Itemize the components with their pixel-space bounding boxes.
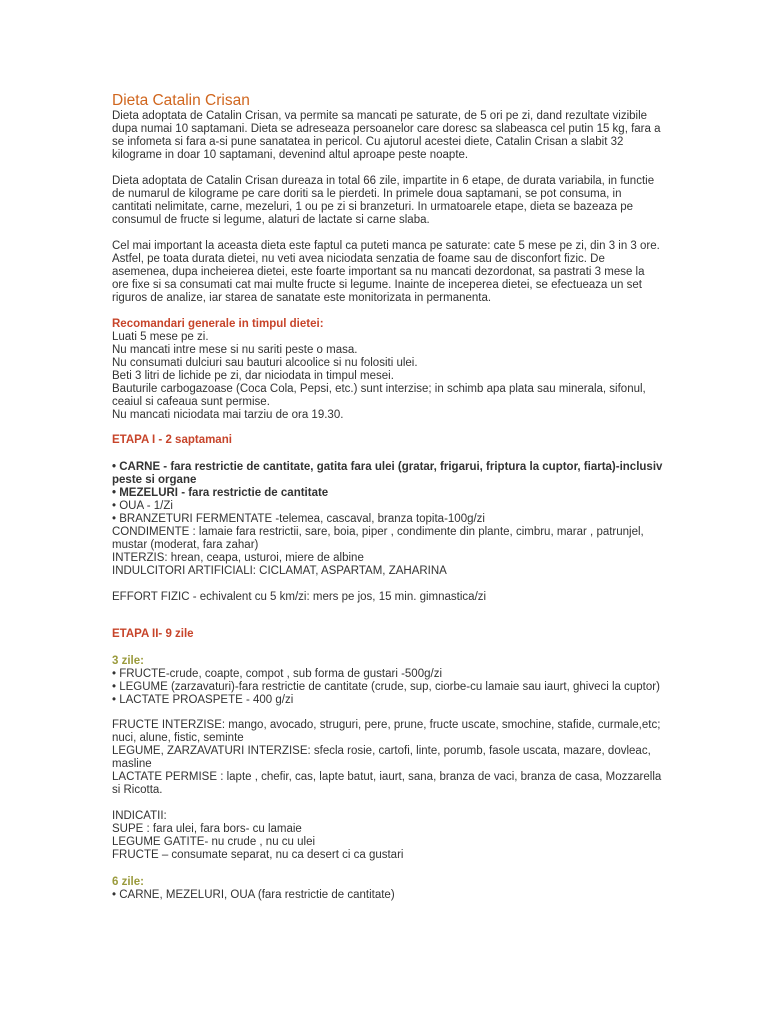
etapa2-3zile	[112, 655, 672, 707]
carne-item-cont: peste si organe	[112, 474, 197, 486]
effort-line	[112, 591, 672, 604]
recommendation-item: ceaiul si cafeaua sunt permise.	[112, 396, 270, 408]
recommendation-item: Nu consumati dulciuri sau bauturi alcoolice si nu folositi ulei.	[112, 357, 418, 369]
recommendation-item: Nu mancati niciodata mai tarziu de ora 19.30.	[112, 409, 344, 421]
condimente-item-cont: mustar (moderat, fara zahar)	[112, 539, 259, 551]
interzis-item: INTERZIS: hrean, ceapa, usturoi, miere de albine	[112, 552, 364, 564]
text-line: SUPE : fara ulei, fara bors- cu lamaie	[112, 823, 302, 835]
text-line: dupa numai 10 saptamani. Dieta se adreseaza persoanelor care doresc sa slabeasca cel putin 15 kg, fara a	[112, 123, 661, 135]
page-title: Dieta Catalin Crisan	[112, 92, 250, 109]
text-line: Astfel, pe toata durata dietei, nu veti avea niciodata senzatia de foame sau de disconfort fizic. De	[112, 253, 605, 265]
importance-paragraph	[112, 240, 672, 305]
list-item: • LEGUME (zarzavaturi)-fara restrictie de cantitate (crude, sup, ciorbe-cu lamaie sau iaurt, ghiveci la cuptor)	[112, 681, 660, 693]
text-line: FRUCTE – consumate separat, nu ca desert ci ca gustari	[112, 849, 404, 861]
recommendation-item: Beti 3 litri de lichide pe zi, dar niciodata in timpul mesei.	[112, 370, 394, 382]
text-line: cantitati nelimitate, carne, mezeluri, 1 ou pe zi si branzeturi. In urmatoarele etape, dieta se bazeaza pe	[112, 201, 633, 213]
text-line: ore fixe si sa consumati cat mai multe fructe si legume. Inainte de inceperea dietei, se efectueaza un set	[112, 279, 642, 291]
condimente-item: CONDIMENTE : lamaie fara restrictii, sare, boia, piper , condimente din plante, cimbru, marar , patrunjel,	[112, 526, 644, 538]
recommendation-item: Luati 5 mese pe zi.	[112, 331, 209, 343]
list-item: • CARNE, MEZELURI, OUA (fara restrictie de cantitate)	[112, 889, 395, 901]
etapa1-heading	[112, 434, 672, 447]
text-line: masline	[112, 758, 152, 770]
sub-heading-3-zile: 3 zile:	[112, 655, 144, 667]
text-line: INDICATII:	[112, 810, 167, 822]
text-line: se infometa si fara a-si pune sanatatea in pericol. Cu ajutorul acestei diete, Catalin Crisan a slabit 32	[112, 136, 624, 148]
indicatii-block	[112, 810, 672, 862]
text-line: si Ricotta.	[112, 784, 163, 796]
effort-text: EFFORT FIZIC - echivalent cu 5 km/zi: mers pe jos, 15 min. gimnastica/zi	[112, 591, 487, 603]
text-line: LEGUME GATITE- nu crude , nu cu ulei	[112, 836, 316, 848]
text-line: Cel mai important la aceasta dieta este faptul ca puteti manca pe saturate: cate 5 mese pe zi, din 3 in 3 ore.	[112, 240, 660, 252]
list-item: • FRUCTE-crude, coapte, compot , sub forma de gustari -500g/zi	[112, 668, 442, 680]
text-line: LACTATE PERMISE : lapte , chefir, cas, lapte batut, iaurt, sana, branza de vaci, branza de casa, Mozzarella	[112, 771, 662, 783]
indulcitori-item: INDULCITORI ARTIFICIALI: CICLAMAT, ASPARTAM, ZAHARINA	[112, 565, 447, 577]
etapa1-heading-text: ETAPA I - 2 saptamani	[112, 434, 232, 446]
text-line: asemenea, dupa incheierea dietei, este foarte important sa nu mancati dezordonat, sa pastrati 3 mese la	[112, 266, 645, 278]
etapa1-list	[112, 461, 672, 578]
text-line: Dieta adoptata de Catalin Crisan dureaza in total 66 zile, impartite in 6 etape, de durata variabila, in functie	[112, 175, 655, 187]
recommendations-section	[112, 318, 672, 422]
oua-item: • OUA - 1/Zi	[112, 500, 173, 512]
duration-paragraph	[112, 175, 672, 227]
text-line: riguros de analize, iar starea de sanatate este monitorizata in permanenta.	[112, 292, 492, 304]
text-line: consumul de fructe si legume, alaturi de lactate si carne slaba.	[112, 214, 430, 226]
etapa2-heading	[112, 628, 672, 641]
text-line: de numarul de kilograme pe care doriti sa le pierdeti. In primele doua saptamani, se pot consuma, in	[112, 188, 622, 200]
recommendations-heading: Recomandari generale in timpul dietei:	[112, 318, 324, 330]
etapa2-6zile	[112, 876, 672, 902]
text-line: kilograme in doar 10 saptamani, devenind altul aproape peste noapte.	[112, 149, 469, 161]
sub-heading-6-zile: 6 zile:	[112, 876, 144, 888]
text-line: Dieta adoptata de Catalin Crisan, va permite sa mancati pe saturate, de 5 ori pe zi, dand rezultate vizibile	[112, 110, 648, 122]
etapa2-heading-text: ETAPA II- 9 zile	[112, 628, 194, 640]
text-line: FRUCTE INTERZISE: mango, avocado, struguri, pere, prune, fructe uscate, smochine, stafide, curmale,etc;	[112, 719, 661, 731]
interzise-block	[112, 719, 672, 797]
branzeturi-item: • BRANZETURI FERMENTATE -telemea, cascaval, branza topita-100g/zi	[112, 513, 485, 525]
mezeluri-item: • MEZELURI - fara restrictie de cantitate	[112, 487, 329, 499]
carne-item: • CARNE - fara restrictie de cantitate, gatita fara ulei (gratar, frigarui, friptura la cuptor, fiarta)-inclusiv	[112, 461, 663, 473]
intro-paragraph	[112, 110, 672, 162]
text-line: LEGUME, ZARZAVATURI INTERZISE: sfecla rosie, cartofi, linte, porumb, fasole uscata, mazare, dovleac,	[112, 745, 651, 757]
recommendation-item: Bauturile carbogazoase (Coca Cola, Pepsi, etc.) sunt interzise; in schimb apa plata sau minerala, sifonul,	[112, 383, 646, 395]
recommendation-item: Nu mancati intre mese si nu sariti peste o masa.	[112, 344, 358, 356]
text-line: nuci, alune, fistic, seminte	[112, 732, 244, 744]
list-item: • LACTATE PROASPETE - 400 g/zi	[112, 694, 294, 706]
